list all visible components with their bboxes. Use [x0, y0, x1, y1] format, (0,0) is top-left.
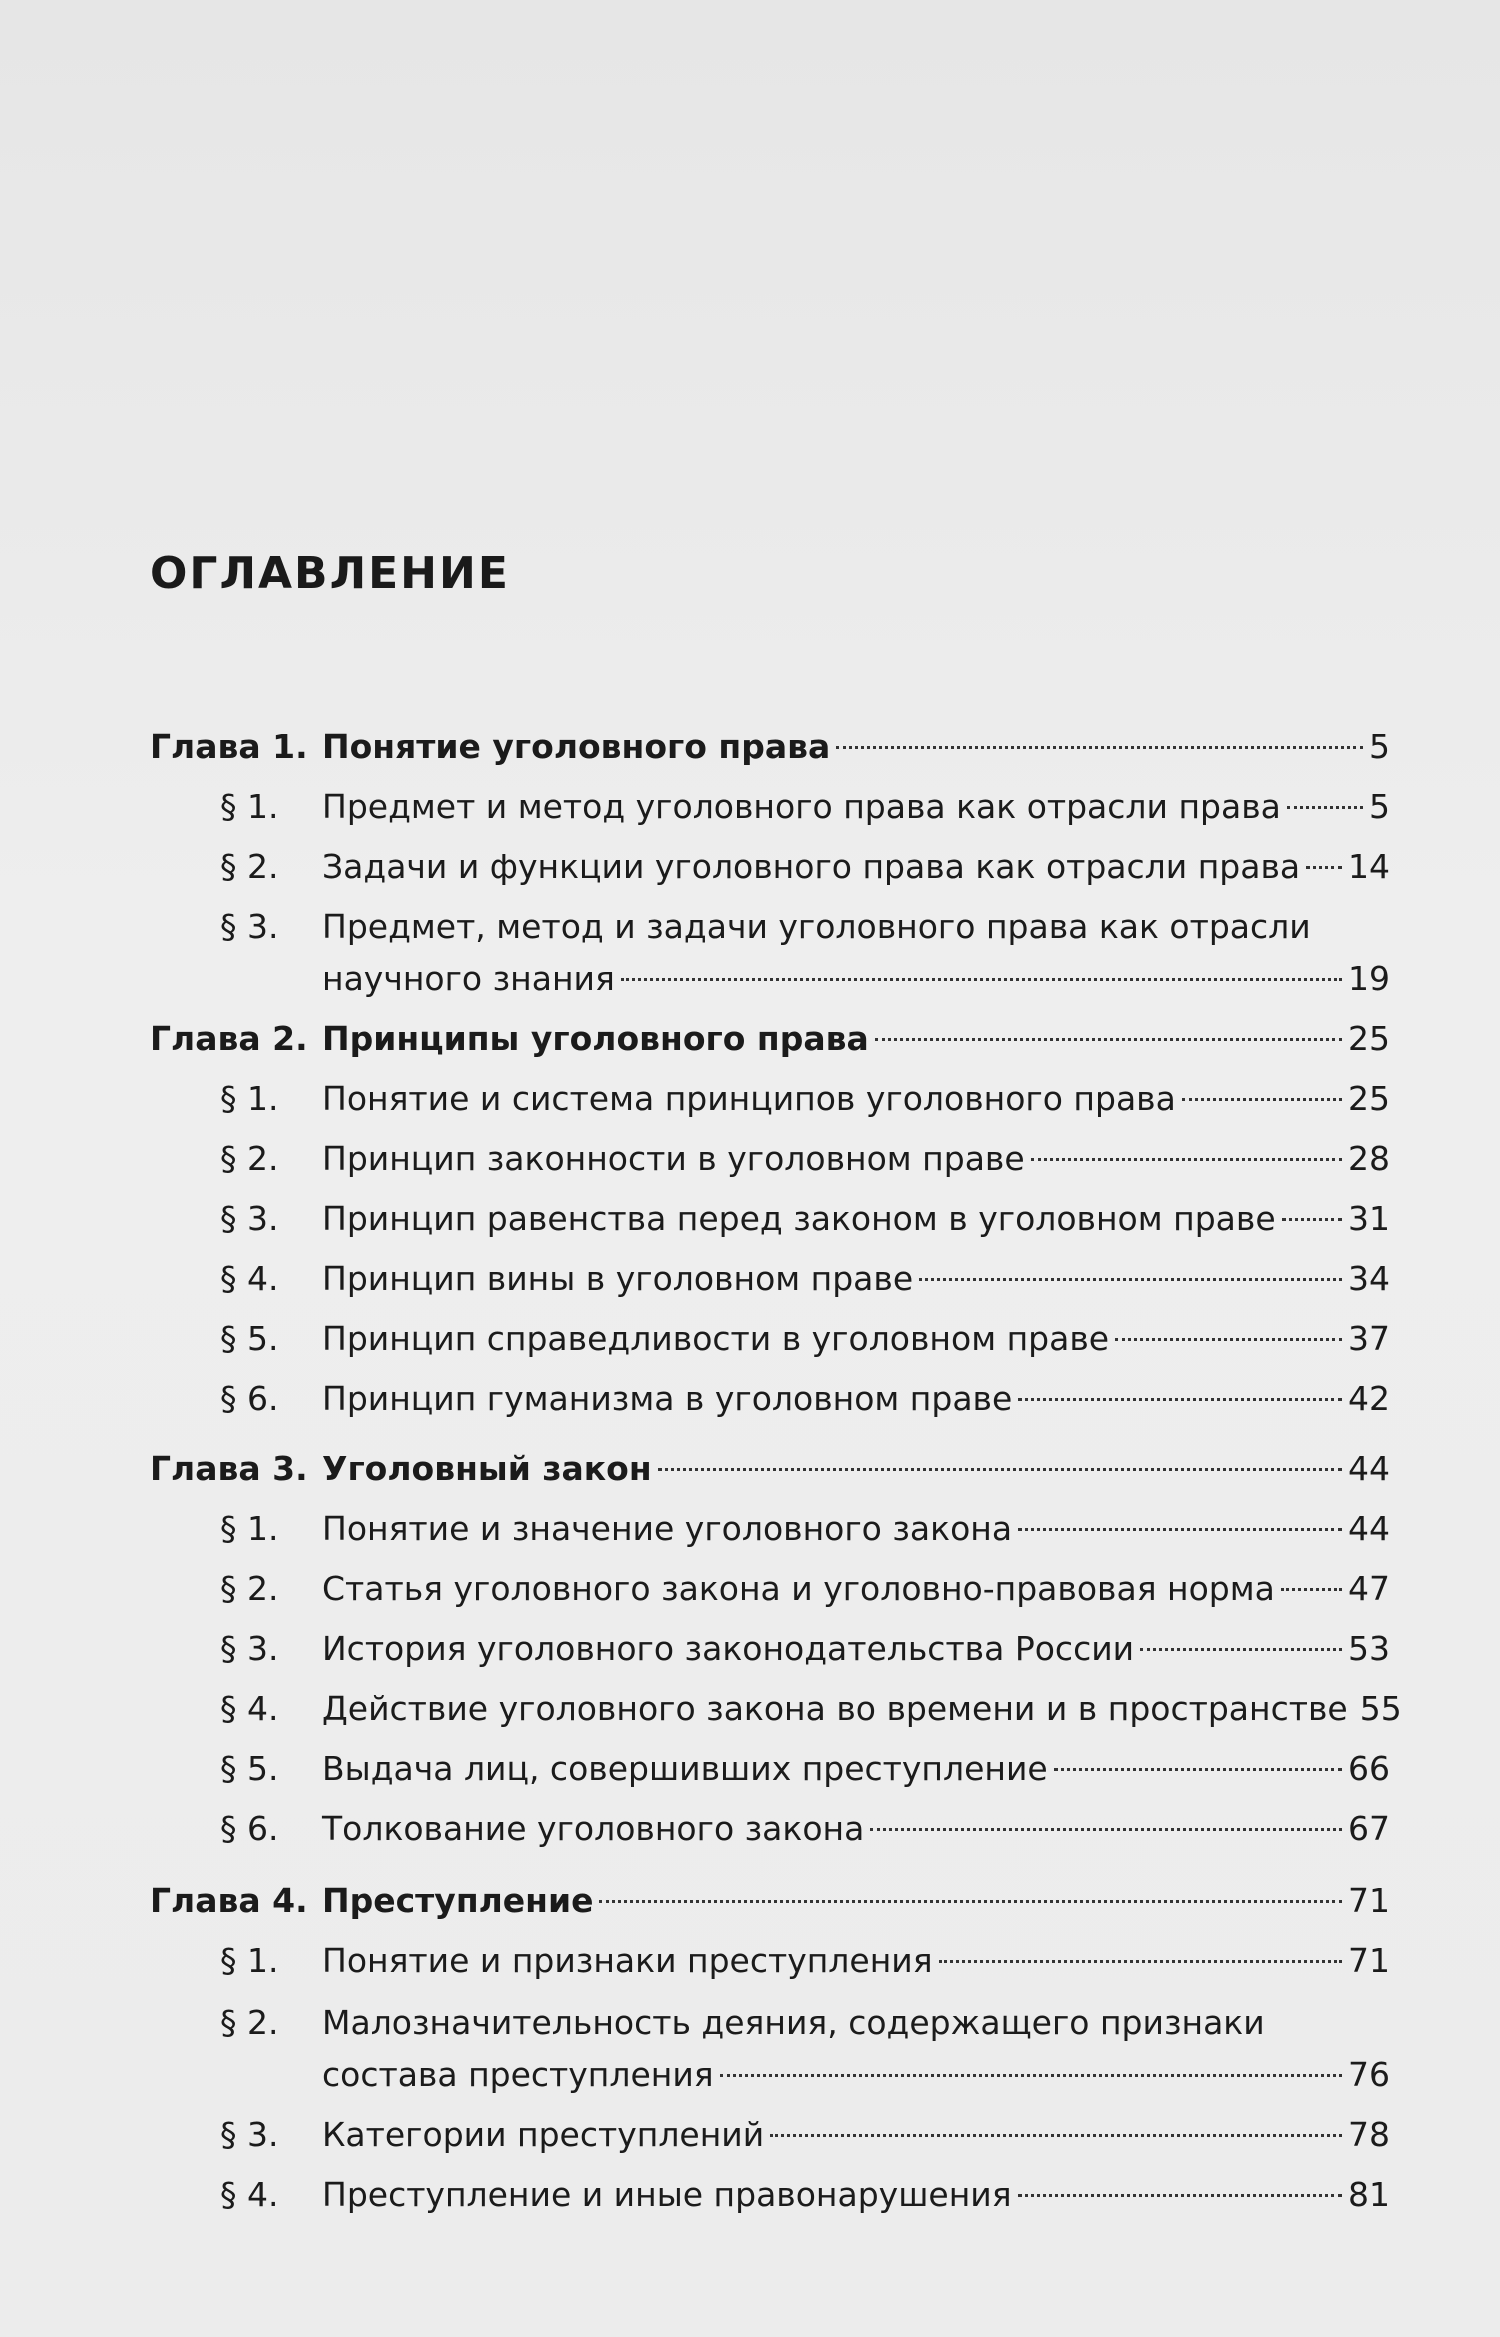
- dot-leader: [1140, 1648, 1342, 1651]
- section-number: § 1.: [220, 1941, 279, 1980]
- section-number: § 4.: [220, 1259, 279, 1298]
- dot-leader: [1018, 2194, 1342, 2197]
- section-number: § 3.: [220, 2115, 279, 2154]
- chapter-number: Глава 2.: [150, 1019, 308, 1058]
- dot-leader: [658, 1468, 1342, 1471]
- section-number: § 4.: [220, 1689, 279, 1728]
- dot-leader: [1287, 806, 1363, 809]
- toc-section[interactable]: [150, 840, 1390, 894]
- toc-section[interactable]: [150, 2168, 1390, 2222]
- page-number: 66: [1348, 1749, 1390, 1788]
- page-number: 5: [1369, 787, 1390, 826]
- dot-leader: [939, 1960, 1342, 1963]
- toc-section[interactable]: [150, 2108, 1390, 2162]
- toc-section[interactable]: [150, 1742, 1390, 1796]
- dot-leader: [720, 2074, 1342, 2077]
- section-number: § 1.: [220, 1079, 279, 1118]
- page-number: 42: [1348, 1379, 1390, 1418]
- toc-section[interactable]: [150, 1562, 1390, 1616]
- toc-section[interactable]: [150, 1802, 1390, 1856]
- chapter-title: Принципы уголовного права: [322, 1019, 869, 1058]
- page-number: 5: [1369, 727, 1390, 766]
- section-number: § 2.: [220, 1139, 279, 1178]
- dot-leader: [1018, 1398, 1342, 1401]
- section-title: Действие уголовного закона во времени и в пространстве: [322, 1689, 1348, 1728]
- dot-leader: [1054, 1768, 1342, 1771]
- dot-leader: [870, 1828, 1342, 1831]
- section-number: § 3.: [220, 1629, 279, 1668]
- section-number: § 1.: [220, 787, 279, 826]
- page-number: 44: [1348, 1509, 1390, 1548]
- section-number: § 1.: [220, 1509, 279, 1548]
- toc-section-continued[interactable]: [150, 952, 1390, 1006]
- dot-leader: [1282, 1218, 1342, 1221]
- toc-section[interactable]: [150, 1996, 1390, 2050]
- toc-chapter-4[interactable]: [150, 1874, 1390, 1928]
- toc-section[interactable]: [150, 780, 1390, 834]
- toc-section[interactable]: [150, 1934, 1390, 1988]
- section-title: Принцип гуманизма в уголовном праве: [322, 1379, 1013, 1418]
- dot-leader: [1115, 1338, 1342, 1341]
- page-number: 31: [1348, 1199, 1390, 1238]
- page-number: 37: [1348, 1319, 1390, 1358]
- toc-section-continued[interactable]: [150, 2048, 1390, 2102]
- section-title: Выдача лиц, совершивших преступление: [322, 1749, 1048, 1788]
- page-number: 19: [1348, 959, 1390, 998]
- toc-section[interactable]: [150, 1622, 1390, 1676]
- section-number: § 6.: [220, 1379, 279, 1418]
- page-number: 81: [1348, 2175, 1390, 2214]
- toc-chapter-1[interactable]: [150, 720, 1390, 774]
- toc-section[interactable]: [150, 1132, 1390, 1186]
- chapter-number: Глава 3.: [150, 1449, 308, 1488]
- section-number: § 5.: [220, 1749, 279, 1788]
- page-number: 55: [1359, 1689, 1402, 1728]
- page-number: 14: [1348, 847, 1390, 886]
- section-number: § 3.: [220, 907, 279, 946]
- section-number: § 3.: [220, 1199, 279, 1238]
- section-title: Принцип вины в уголовном праве: [322, 1259, 914, 1298]
- page-number: 44: [1348, 1449, 1390, 1488]
- section-title: Предмет и метод уголовного права как отрасли права: [322, 787, 1281, 826]
- section-title: Толкование уголовного закона: [322, 1809, 865, 1848]
- dot-leader: [1306, 866, 1342, 869]
- page-number: 25: [1348, 1079, 1390, 1118]
- section-title: Принцип справедливости в уголовном праве: [322, 1319, 1110, 1358]
- section-title: Категории преступлений: [322, 2115, 765, 2154]
- dot-leader: [875, 1038, 1342, 1041]
- section-title: Понятие и признаки преступления: [322, 1941, 933, 1980]
- page-title: ОГЛАВЛЕНИЕ: [150, 548, 510, 599]
- page-number: 78: [1348, 2115, 1390, 2154]
- section-title: Преступление и иные правонарушения: [322, 2175, 1012, 2214]
- section-title: Малозначительность деяния, содержащего признаки: [322, 2003, 1265, 2042]
- section-title: Принцип равенства перед законом в уголовном праве: [322, 1199, 1276, 1238]
- page-number: 25: [1348, 1019, 1390, 1058]
- chapter-title: Уголовный закон: [322, 1449, 652, 1488]
- toc-chapter-3[interactable]: [150, 1442, 1390, 1496]
- section-number: § 4.: [220, 2175, 279, 2214]
- toc-section[interactable]: [150, 1502, 1390, 1556]
- section-title: История уголовного законодательства России: [322, 1629, 1135, 1668]
- toc-section[interactable]: [150, 1072, 1390, 1126]
- page-number: 76: [1348, 2055, 1390, 2094]
- toc-section[interactable]: [150, 1682, 1402, 1736]
- page-number: 67: [1348, 1809, 1390, 1848]
- dot-leader: [1018, 1528, 1342, 1531]
- section-title-continued: состава преступления: [322, 2055, 714, 2094]
- toc-section[interactable]: [150, 1312, 1390, 1366]
- section-number: § 5.: [220, 1319, 279, 1358]
- page-number: 53: [1348, 1629, 1390, 1668]
- section-title: Статья уголовного закона и уголовно-правовая норма: [322, 1569, 1275, 1608]
- section-title-continued: научного знания: [322, 959, 615, 998]
- dot-leader: [836, 746, 1363, 749]
- page-number: 71: [1348, 1881, 1390, 1920]
- page-number: 34: [1348, 1259, 1390, 1298]
- toc-section[interactable]: [150, 1372, 1390, 1426]
- chapter-title: Понятие уголовного права: [322, 727, 831, 766]
- toc-section[interactable]: [150, 1192, 1390, 1246]
- dot-leader: [599, 1900, 1342, 1903]
- dot-leader: [919, 1278, 1342, 1281]
- section-number: § 6.: [220, 1809, 279, 1848]
- page-number: 28: [1348, 1139, 1390, 1178]
- toc-chapter-2[interactable]: [150, 1012, 1390, 1066]
- page-number: 71: [1348, 1941, 1390, 1980]
- section-title: Предмет, метод и задачи уголовного права как отрасли: [322, 907, 1311, 946]
- chapter-number: Глава 1.: [150, 727, 308, 766]
- section-number: § 2.: [220, 1569, 279, 1608]
- dot-leader: [1182, 1098, 1342, 1101]
- chapter-number: Глава 4.: [150, 1881, 308, 1920]
- section-title: Понятие и значение уголовного закона: [322, 1509, 1013, 1548]
- section-number: § 2.: [220, 2003, 279, 2042]
- toc-section[interactable]: [150, 900, 1390, 954]
- dot-leader: [1281, 1588, 1342, 1591]
- chapter-title: Преступление: [322, 1881, 594, 1920]
- toc-section[interactable]: [150, 1252, 1390, 1306]
- section-title: Понятие и система принципов уголовного права: [322, 1079, 1176, 1118]
- dot-leader: [1031, 1158, 1342, 1161]
- section-title: Принцип законности в уголовном праве: [322, 1139, 1025, 1178]
- section-number: § 2.: [220, 847, 279, 886]
- section-title: Задачи и функции уголовного права как отрасли права: [322, 847, 1301, 886]
- dot-leader: [770, 2134, 1342, 2137]
- dot-leader: [621, 978, 1342, 981]
- page-number: 47: [1348, 1569, 1390, 1608]
